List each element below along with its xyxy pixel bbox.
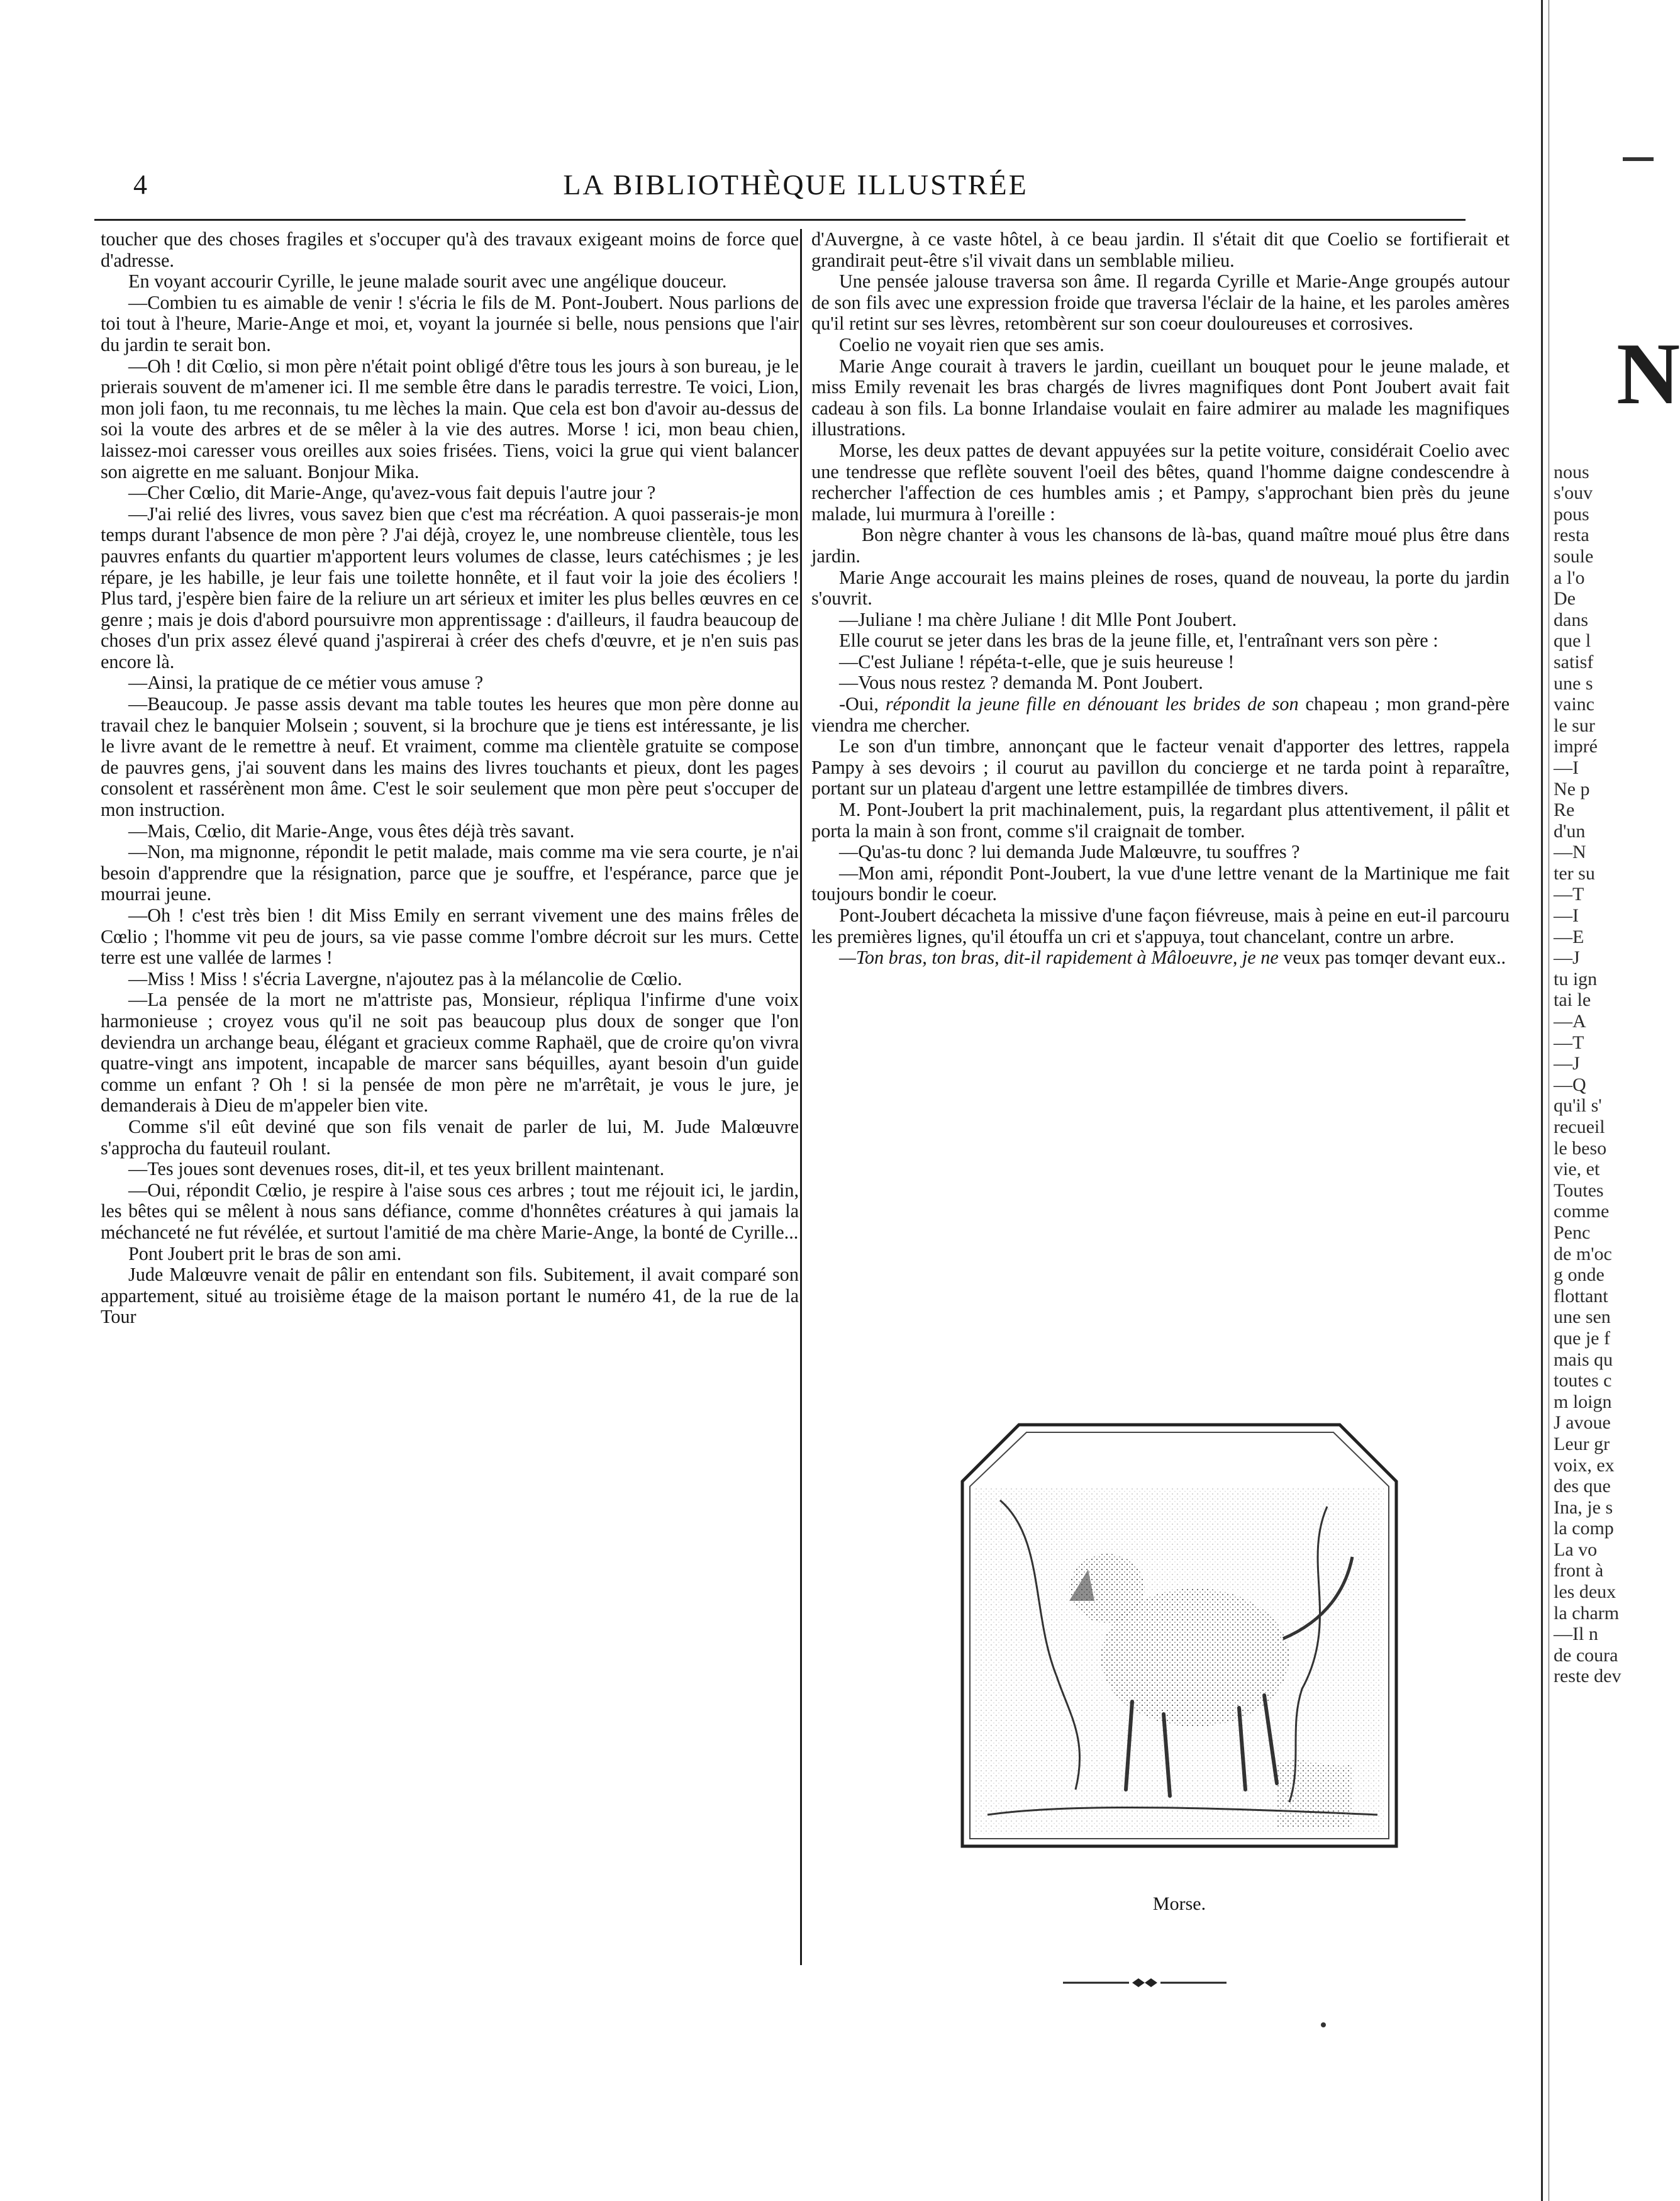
bleed-line (1554, 440, 1654, 462)
bleed-line: de coura (1554, 1644, 1618, 1666)
page-header (120, 165, 1472, 215)
right-column (811, 229, 1510, 969)
paragraph: Pont-Joubert décacheta la missive d'une façon fiévreuse, mais à peine en eut-il parcouru les premières lignes, qu'il étouffa un cri et s'appuya, tout chancelant, contre un arbre. (811, 905, 1510, 947)
dog-engraving-icon (950, 1412, 1409, 1853)
paragraph: toucher que des choses fragiles et s'occuper qu'à des travaux exigeant moins de force que d'adresse. (101, 228, 799, 271)
bleed-initial: N (1616, 325, 1680, 423)
paragraph: —Juliane ! ma chère Juliane ! dit Mlle Pont Joubert. (839, 608, 1237, 630)
bleed-line: —E (1554, 926, 1584, 947)
bleed-line: recueil (1554, 1117, 1605, 1137)
bleed-line: ter su (1554, 862, 1595, 884)
bleed-line: front à (1554, 1560, 1604, 1581)
paragraph: —Ton bras, ton bras, dit-il rapidement à Mâloeuvre, je ne veux pas tomqer devant eux.. (839, 947, 1506, 969)
bleed-line: Ne p (1554, 778, 1590, 800)
bleed-line: toutes c (1554, 1370, 1612, 1391)
paragraph: En voyant accourir Cyrille, le jeune malade sourit avec une angélique douceur. (128, 270, 727, 293)
illustration-caption: Morse. (1152, 1893, 1206, 1914)
paragraph: —Mon ami, répondit Pont-Joubert, la vue d'une lettre venant de la Martinique me fait toujours bondir le coeur. (811, 862, 1510, 905)
paragraph: Coelio ne voyait rien que ses amis. (839, 333, 1104, 355)
paragraph: M. Pont-Joubert la prit machinalement, puis, la regardant plus attentivement, il pâlit et porta la main à son front, comme s'il craignait de tomber. (811, 799, 1510, 842)
gutter-rule (1541, 0, 1543, 2201)
paragraph: —C'est Juliane ! répéta-t-elle, que je suis heureuse ! (839, 650, 1235, 672)
bleed-dash (1623, 157, 1654, 161)
paragraph: —Qu'as-tu donc ? lui demanda Jude Malœuvre, tu souffres ? (839, 841, 1300, 863)
bleed-line: tai le (1554, 989, 1591, 1011)
bleed-line: la charm (1554, 1602, 1620, 1624)
paragraph: —Non, ma mignonne, répondit le petit malade, mais comme ma vie sera courte, je n'ai besoin d'apprendre que la résignation, parce que je souffre, et l'espérance, parce que je mourrai jeune. (101, 841, 799, 905)
paragraph: —Mais, Cœlio, dit Marie-Ange, vous êtes déjà très savant. (128, 820, 575, 842)
paragraph: —Oui, répondit Cœlio, je respire à l'aise sous ces arbres ; tout me réjouit ici, le jardin, les bêtes qui se mêlent à nous sans défiance, comme d'honnêtes créatures à qui jamais la méchanceté ne fut révélée, et surtout l'amitié de ma chère Marie-Ange, la bonté de Cyrille... (101, 1179, 799, 1243)
paragraph: —Combien tu es aimable de venir ! s'écria le fils de M. Pont-Joubert. Nous parlions de toi tout à l'heure, Marie-Ange et moi, et, voyant la journée si belle, nous pensions que l'air du jardin te serait bon. (101, 291, 799, 355)
bleed-line: vie, et (1554, 1159, 1600, 1180)
running-title: LA BIBLIOTHÈQUE ILLUSTRÉE (563, 169, 1028, 201)
bleed-line: a l'o (1554, 567, 1585, 588)
paragraph: —Oh ! c'est très bien ! dit Miss Emily en serrant vivement une des mains frêles de Cœlio ; l'homme vit peu de jours, sa vie passe comme l'ombre décroit sur les murs. Cette terre est une vallée de larmes ! (101, 905, 799, 969)
bleed-line: tu ign (1554, 968, 1598, 989)
bleed-line: reste dev (1554, 1666, 1622, 1687)
bleed-line: m loign (1554, 1391, 1612, 1412)
bleed-line: la comp (1554, 1518, 1614, 1539)
bleed-line: J avoue (1554, 1412, 1611, 1434)
adjacent-page-bleed (1554, 440, 1654, 1687)
bleed-line: Re (1554, 800, 1575, 821)
bleed-line: g onde (1554, 1264, 1605, 1286)
paragraph: Pont Joubert prit le bras de son ami. (128, 1242, 402, 1264)
bleed-line: nous (1554, 461, 1589, 482)
bleed-line: —Q (1554, 1074, 1586, 1095)
header-rule (94, 219, 1466, 221)
paragraph: —Beaucoup. Je passe assis devant ma table toutes les heures que mon père donne au travail chez le banquier Molsein ; souvent, si la brochure que je tiens est intéressante, je lis le livre avant de le remettre à neuf. Et vraiment, comme ma clientèle gratuite se compose de pauvres gens, j'ai souvent dans les mains des livres touchants et pieux, dont les pages consolent et rassérènent mon âme. C'est le soir seulement que mon père peut s'occuper de mon instruction. (101, 693, 799, 821)
bleed-line: le beso (1554, 1137, 1607, 1159)
paragraph: —Cher Cœlio, dit Marie-Ange, qu'avez-vous fait depuis l'autre jour ? (128, 482, 656, 504)
bleed-line: de m'oc (1554, 1243, 1612, 1264)
paragraph: -Oui, répondit la jeune fille en dénouant les brides de son chapeau ; mon grand-père viendra me chercher. (811, 693, 1510, 736)
paragraph: —La pensée de la mort ne m'attriste pas, Monsieur, répliqua l'infirme d'une voix harmonieuse ; croyez vous qu'il ne soit pas beaucoup plus doux de songer que l'on deviendra un archange beau, élégant et gracieux comme Raphaël, que de croire qu'on vivra quatre-vingt ans impotent, incapable de marcer sans béquilles, ayant besoin d'un guide comme un enfant ? Oh ! si la pensée de mon père ne m'arrêtait, je vous le jure, je demanderais à Dieu de m'appeler bien vite. (101, 989, 799, 1117)
bleed-line: —I (1554, 905, 1579, 927)
bleed-line: Ina, je s (1554, 1496, 1613, 1518)
paragraph: Comme s'il eût deviné que son fils venait de parler de lui, M. Jude Malœuvre s'approcha du fauteuil roulant. (101, 1115, 799, 1159)
bleed-line: une s (1554, 672, 1593, 694)
bleed-line: pous (1554, 503, 1589, 525)
bleed-line: —T (1554, 884, 1584, 905)
paragraph: —Tes joues sont devenues roses, dit-il, et tes yeux brillent maintenant. (128, 1158, 665, 1180)
bleed-line: Penc (1554, 1222, 1591, 1243)
bleed-line: —Il n (1554, 1624, 1598, 1645)
bleed-line: Leur gr (1554, 1433, 1610, 1454)
paragraph: —J'ai relié des livres, vous savez bien que c'est ma récréation. A quoi passerais-je mon temps durant l'absence de mon père ? J'ai déjà, croyez le, une nombreuse clientèle, tous les pauvres enfants du quartier m'apportent leurs volumes de classe, leurs catéchismes ; je les répare, je les habille, je leur fais une toilette honnête, et il faut voir la joie des écoliers ! Plus tard, j'espère bien faire de la reliure un art sérieux et imiter les plus belles œuvres en ce genre ; mais je dois d'abord poursuivre mon apprentissage : d'ailleurs, il faudra beaucoup de choses d'un prix assez élevé quand j'aspirerai à créer des chefs d'œuvre, et je n'en suis pas encore là. (101, 503, 799, 672)
bleed-line: —A (1554, 1011, 1586, 1032)
bleed-line: soule (1554, 545, 1594, 567)
bleed-line: vainc (1554, 694, 1594, 715)
bleed-line: —T (1554, 1032, 1584, 1053)
bleed-line: mais qu (1554, 1349, 1613, 1370)
bleed-line: voix, ex (1554, 1454, 1615, 1476)
bleed-line: satisf (1554, 651, 1594, 672)
bleed-line: —J (1554, 947, 1580, 969)
paragraph: d'Auvergne, à ce vaste hôtel, à ce beau jardin. Il s'était dit que Coelio se fortifierait et grandirait peut-être s'il vivait dans un semblable milieu. (811, 228, 1510, 271)
bleed-line: Toutes (1554, 1179, 1604, 1201)
bleed-line: qu'il s' (1554, 1095, 1602, 1117)
paragraph: —Oh ! dit Cœlio, si mon père n'était point obligé d'être tous les jours à son bureau, je le prierais souvent de m'amener ici. Il me semble être dans le paradis terrestre. Te voici, Lion, mon joli faon, tu me reconnais, tu me lèches la main. Que cela est bon d'avoir au-dessus de soi la voute des arbres et de se mêler à la vie des autres. Morse ! ici, mon beau chien, laissez-moi caresser vous oreilles aux soies frisées. Tiens, voici la grue qui vient balancer son aigrette en me saluant. Bonjour Mika. (101, 355, 799, 482)
paragraph: Jude Malœuvre venait de pâlir en entendant son fils. Subitement, il avait comparé son appartement, situé au troisième étage de la maison portant le numéro 41, de la rue de la Tour (101, 1264, 799, 1328)
bleed-line: que je f (1554, 1327, 1610, 1349)
bleed-line: La vo (1554, 1539, 1598, 1560)
bleed-line: le sur (1554, 715, 1595, 736)
column-rule (800, 229, 802, 1965)
bleed-line: —J (1554, 1053, 1580, 1074)
bleed-line: des que (1554, 1476, 1611, 1497)
page-number: 4 (133, 169, 147, 200)
paragraph: Morse, les deux pattes de devant appuyées sur la petite voiture, considérait Coelio avec une tendresse que reflète souvent l'oeil des bêtes, quand l'homme daigne condescendre à rechercher l'affection de ces humbles amis ; et Pampy, s'approchant bien près du jeune malade, lui murmura à l'oreille : (811, 439, 1510, 525)
stray-mark (1321, 2022, 1326, 2027)
bleed-line: une sen (1554, 1307, 1611, 1328)
bleed-line: s'ouv (1554, 482, 1593, 504)
bleed-line: flottant (1554, 1285, 1608, 1307)
paragraph: —Miss ! Miss ! s'écria Lavergne, n'ajoutez pas à la mélancolie de Cœlio. (128, 967, 682, 989)
paragraph: Une pensée jalouse traversa son âme. Il regarda Cyrille et Marie-Ange groupés autour de son fils avec une expression froide que traversa l'éclair de la haine, et les paroles amères qu'il retint sur ses lèvres, retombèrent sur son coeur douloureuses et corrosives. (811, 270, 1510, 335)
left-column (101, 229, 799, 1328)
bleed-line: De (1554, 588, 1576, 610)
bleed-line: comme (1554, 1201, 1610, 1222)
paragraph: Marie Ange accourait les mains pleines de roses, quand de nouveau, la porte du jardin s'ouvrit. (811, 566, 1510, 610)
bleed-line: que l (1554, 630, 1591, 652)
paragraph: Le son d'un timbre, annonçant que le facteur venait d'apporter des lettres, rappela Pampy à ses devoirs ; il courut au pavillon du concierge et ne tarda point à reparaître, portant sur un plateau d'argent une lettre estampillée de timbres divers. (811, 735, 1510, 800)
paragraph: —Vous nous restez ? demanda M. Pont Joubert. (839, 672, 1203, 694)
bleed-line: resta (1554, 525, 1589, 546)
paragraph: —Ainsi, la pratique de ce métier vous amuse ? (128, 672, 484, 694)
bleed-line: —I (1554, 757, 1579, 778)
bleed-line: —N (1554, 842, 1586, 863)
paragraph: Bon nègre chanter à vous les chansons de là-bas, quand maître moué plus être dans jardin. (811, 524, 1510, 567)
bleed-line: impré (1554, 736, 1598, 757)
paragraph: Marie Ange courait à travers le jardin, cueillant un bouquet pour le jeune malade, et miss Emily revenait les bras chargés de livres magnifiques dont Pont Joubert avait fait cadeau à son fils. La bonne Irlandaise voulait en faire admirer au malade les magnifiques illustrations. (811, 355, 1510, 440)
bleed-line: les deux (1554, 1581, 1616, 1603)
divider-ornament-icon (1063, 1975, 1227, 1990)
bleed-line: dans (1554, 609, 1588, 630)
paragraph: Elle courut se jeter dans les bras de la jeune fille, et, l'entraînant vers son père : (839, 630, 1438, 652)
bleed-line: d'un (1554, 820, 1586, 842)
